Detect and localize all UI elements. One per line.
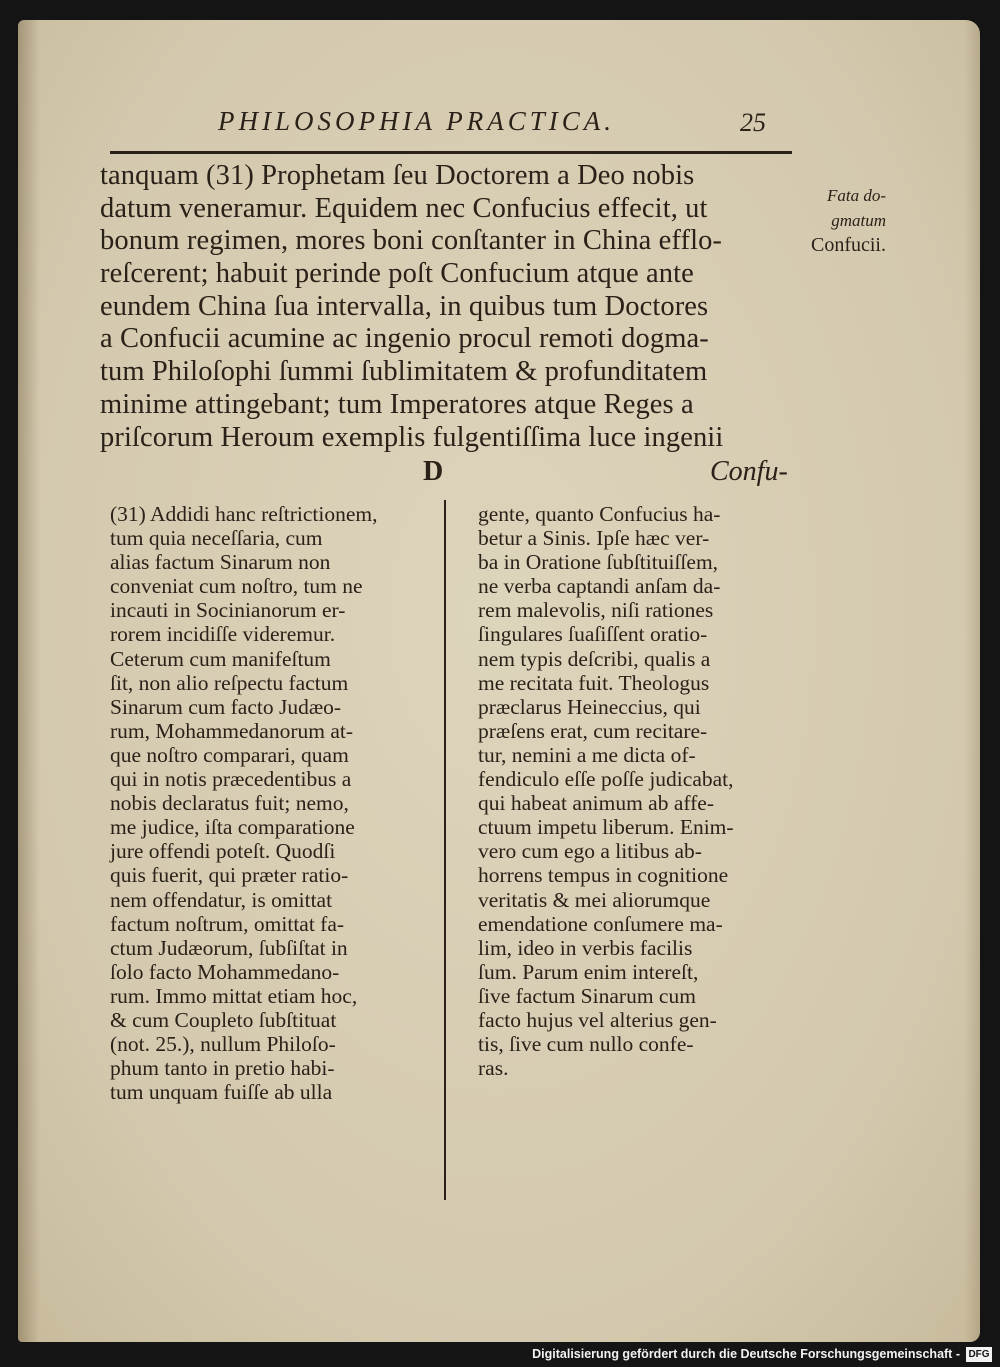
footnote-line: lim, ideo in verbis facilis	[478, 935, 693, 960]
footnote-column-right	[478, 502, 798, 1080]
footnote-line: præclarus Heineccius, qui	[478, 694, 701, 719]
main-text-line: a Confucii acumine ac ingenio procul remoti dogma-	[100, 323, 709, 355]
footnote-line: præſens erat, cum recitare-	[478, 718, 708, 743]
main-text-line: tum Philoſophi ſummi ſublimitatem & profunditatem	[100, 356, 708, 388]
footnote-line: tum quia neceſſaria, cum	[110, 526, 323, 551]
footnote-line: nem offendatur, is omittat	[110, 887, 333, 912]
footnote-line: ſive factum Sinarum cum	[478, 983, 696, 1008]
footnote-line: rorem incidiſſe videremur.	[110, 622, 336, 647]
footnote-line: rum, Mohammedanorum at-	[110, 718, 354, 743]
main-text-line: bonum regimen, mores boni conſtanter in China efflo-	[100, 225, 723, 257]
footnote-line: fendiculo eſſe poſſe judicabat,	[478, 767, 734, 792]
main-text-line: eundem China ſua intervalla, in quibus tum Doctores	[100, 290, 709, 322]
footnote-line: ſit, non alio reſpectu factum	[110, 670, 349, 695]
footnote-line: alias factum Sinarum non	[110, 550, 331, 575]
running-title: PHILOSOPHIA PRACTICA.	[218, 106, 615, 136]
footnote-line: qui in notis præcedentibus a	[110, 767, 352, 792]
footnote-line: factum noſtrum, omittat fa-	[110, 911, 345, 936]
footnote-line: tur, nemini a me dicta of-	[478, 742, 696, 767]
footnote-line: ba in Oratione ſubſtituiſſem,	[478, 550, 719, 575]
footnote-line: horrens tempus in cognitione	[478, 863, 729, 888]
dfg-logo: DFG	[966, 1347, 992, 1362]
footer-credit: Digitalisierung gefördert durch die Deutsche Forschungsgemeinschaft -	[532, 1347, 960, 1361]
footnote-line: Sinarum cum facto Judæo-	[110, 694, 342, 719]
footnote-line: ras.	[478, 1056, 509, 1081]
footnote-line: (not. 25.), nullum Philoſo-	[110, 1032, 336, 1057]
footnote-line: nem typis deſcribi, qualis a	[478, 646, 711, 671]
footnote-line: emendatione conſumere ma-	[478, 911, 723, 936]
footnote-line: rum. Immo mittat etiam hoc,	[110, 983, 358, 1008]
footnote-line: ne verba captandi anſam da-	[478, 574, 721, 599]
footnote-line: me recitata fuit. Theologus	[478, 670, 710, 695]
main-text-line: minime attingebant; tum Imperatores atque Reges a	[100, 388, 694, 420]
footnote-line: me judice, iſta comparatione	[110, 815, 355, 840]
footnote-line: quis fuerit, qui præter ratio-	[110, 863, 349, 888]
footnote-line: rem malevolis, niſi rationes	[478, 598, 714, 623]
footnote-line: tis, ſive cum nullo confe-	[478, 1032, 694, 1057]
footnote-line: incauti in Socinianorum er-	[110, 598, 346, 623]
footnote-line: gente, quanto Confucius ha-	[478, 502, 721, 526]
footnote-line: qui habeat animum ab affe-	[478, 791, 715, 816]
header-rule	[110, 151, 792, 154]
footnote-line: tum unquam fuiſſe ab ulla	[110, 1080, 333, 1105]
footnote-line: jure offendi poteſt. Quodſi	[110, 839, 336, 864]
main-text-line: priſcorum Heroum exemplis fulgentiſſima luce ingenii	[100, 421, 724, 453]
book-page	[18, 20, 980, 1342]
footnote-line: ctuum impetu liberum. Enim-	[478, 815, 734, 840]
footnote-line: nobis declaratus fuit; nemo,	[110, 791, 349, 816]
footnote-column-left	[110, 502, 435, 1104]
footnote-line: ſum. Parum enim intereſt,	[478, 959, 699, 984]
footnote-line: facto hujus vel alterius gen-	[478, 1007, 717, 1032]
main-text-line: datum veneramur. Equidem nec Confucius effecit, ut	[100, 192, 708, 224]
marginal-note-line: Confucii.	[811, 234, 886, 256]
footnote-line: ctum Judæorum, ſubſiſtat in	[110, 935, 348, 960]
marginal-note-line: gmatum	[831, 211, 886, 230]
footnote-line: ſolo facto Mohammedano-	[110, 959, 340, 984]
footnote-line: phum tanto in pretio habi-	[110, 1056, 335, 1081]
footnote-line: ſingulares ſuaſiſſent oratio-	[478, 622, 708, 647]
footnote-line: conveniat cum noſtro, tum ne	[110, 574, 363, 599]
column-divider	[444, 500, 446, 1200]
footnote-line: Ceterum cum manifeſtum	[110, 646, 331, 671]
main-text-line: reſcerent; habuit perinde poſt Confucium atque ante	[100, 258, 694, 290]
signature-mark: D	[423, 456, 444, 487]
marginal-note-line: Fata do-	[826, 186, 886, 205]
footnote-line: que noſtro comparari, quam	[110, 742, 349, 767]
footnote-line: betur a Sinis. Ipſe hæc ver-	[478, 526, 710, 551]
main-text-line: tanquam (31) Prophetam ſeu Doctorem a Deo nobis	[100, 160, 695, 191]
main-text-block	[100, 160, 786, 454]
catchword: Confu-	[710, 456, 788, 487]
footnote-line: & cum Coupleto ſubſtituat	[110, 1007, 337, 1032]
footnote-line: veritatis & mei aliorumque	[478, 887, 711, 912]
page-number: 25	[740, 108, 766, 137]
footnote-line: vero cum ego a litibus ab-	[478, 839, 702, 864]
marginal-note	[776, 183, 886, 258]
footer-bar	[0, 1342, 1000, 1367]
footnote-line: (31) Addidi hanc reſtrictionem,	[110, 502, 378, 526]
